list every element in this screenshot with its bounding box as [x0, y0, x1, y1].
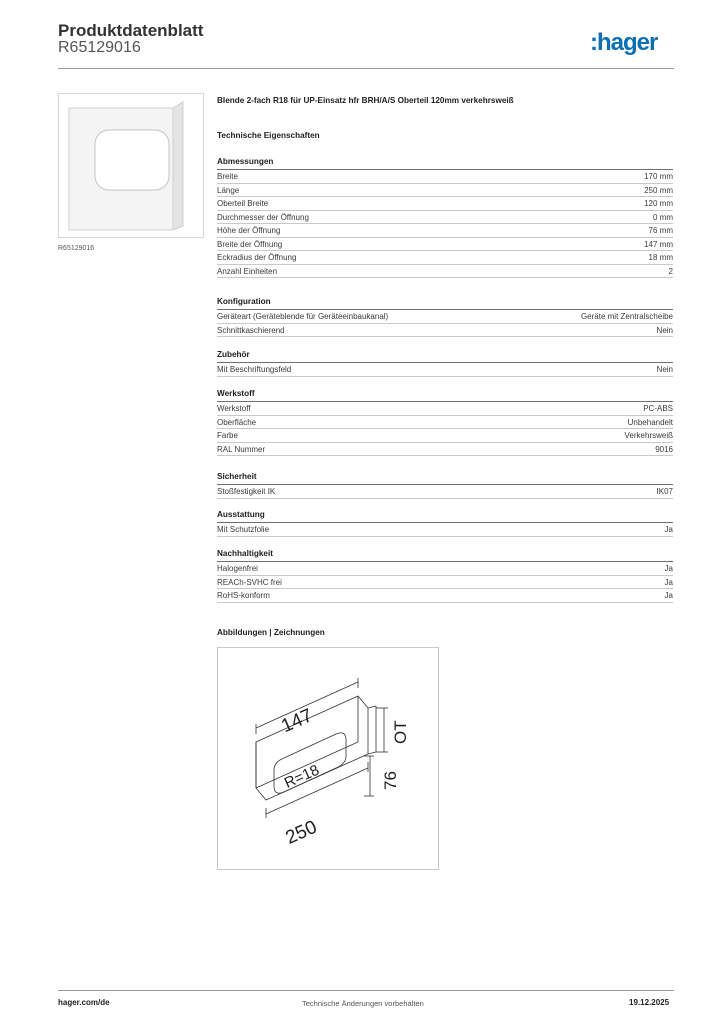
spec-row: Oberteil Breite 120 mm: [217, 197, 673, 211]
dimension-width: 147: [278, 705, 316, 738]
section-sicherheit: [217, 471, 673, 499]
spec-row: REACh-SVHC frei Ja: [217, 576, 673, 590]
section-title: Werkstoff: [217, 388, 673, 402]
technical-drawing: [217, 647, 439, 870]
product-image: [59, 94, 203, 237]
dimension-length: 250: [282, 816, 321, 849]
hager-logo: [590, 28, 674, 58]
dimension-height: 76: [381, 771, 400, 790]
header-divider: [58, 68, 674, 69]
section-title: Konfiguration: [217, 296, 673, 310]
spec-row: Werkstoff PC-ABS: [217, 402, 673, 416]
section-title: Abmessungen: [217, 156, 673, 170]
drawing-svg: [218, 648, 438, 869]
spec-row: Höhe der Öffnung 76 mm: [217, 224, 673, 238]
footer-divider: [58, 990, 674, 991]
section-nachhaltigkeit: [217, 548, 673, 603]
spec-row: Breite 170 mm: [217, 170, 673, 184]
section-abmessungen: [217, 156, 673, 278]
spec-row: Geräteart (Geräteblende für Geräteeinbaukanal) Geräte mit Zentralscheibe: [217, 310, 673, 324]
dimension-top: OT: [391, 720, 410, 744]
spec-row: RAL Nummer 9016: [217, 443, 673, 457]
spec-row: Farbe Verkehrsweiß: [217, 429, 673, 443]
spec-row: Länge 250 mm: [217, 184, 673, 198]
section-konfiguration: [217, 296, 673, 337]
spec-row: Schnittkaschierend Nein: [217, 324, 673, 338]
spec-row: Mit Schutzfolie Ja: [217, 523, 673, 537]
section-ausstattung: [217, 509, 673, 537]
spec-row: Eckradius der Öffnung 18 mm: [217, 251, 673, 265]
section-title: Nachhaltigkeit: [217, 548, 673, 562]
product-description: Blende 2-fach R18 für UP-Einsatz hfr BRH/A/S Oberteil 120mm verkehrsweiß: [217, 96, 514, 105]
figures-heading: Abbildungen | Zeichnungen: [217, 628, 325, 637]
spec-row: RoHS-konform Ja: [217, 589, 673, 603]
footer-website[interactable]: hager.com/de: [58, 998, 110, 1007]
spec-row: Mit Beschriftungsfeld Nein: [217, 363, 673, 377]
spec-row: Oberfläche Unbehandelt: [217, 416, 673, 430]
thumbnail-label: R65129016: [58, 245, 95, 252]
spec-row: Anzahl Einheiten 2: [217, 265, 673, 279]
hager-logo-text: :hager: [590, 29, 658, 56]
article-number: R65129016: [58, 39, 141, 56]
spec-row: Stoßfestigkeit IK IK07: [217, 485, 673, 499]
product-thumbnail: [58, 93, 204, 238]
section-title: Zubehör: [217, 349, 673, 363]
page-title: Produktdatenblatt: [58, 21, 204, 40]
spec-row: Halogenfrei Ja: [217, 562, 673, 576]
section-werkstoff: [217, 388, 673, 456]
footer-notice: Technische Änderungen vorbehalten: [302, 999, 424, 1008]
section-title: Ausstattung: [217, 509, 673, 523]
spec-row: Breite der Öffnung 147 mm: [217, 238, 673, 252]
section-title: Sicherheit: [217, 471, 673, 485]
technical-properties-heading: Technische Eigenschaften: [217, 131, 320, 140]
dimension-radius: R=18: [281, 761, 322, 792]
spec-row: Durchmesser der Öffnung 0 mm: [217, 211, 673, 225]
footer-date: 19.12.2025: [629, 998, 670, 1007]
section-zubehoer: [217, 349, 673, 377]
